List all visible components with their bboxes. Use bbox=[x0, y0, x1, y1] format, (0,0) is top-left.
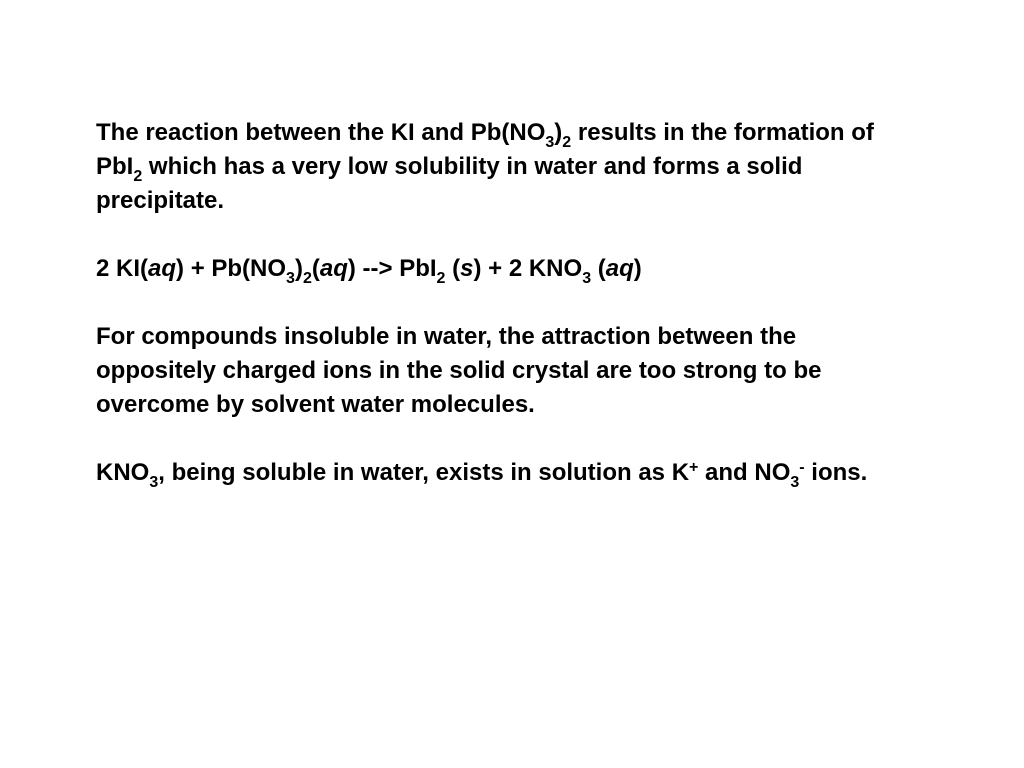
paragraph-reaction-description bbox=[96, 116, 896, 218]
subscript: 3 bbox=[790, 474, 800, 491]
subscript: 2 bbox=[436, 270, 446, 287]
text: 2 KI( bbox=[96, 255, 149, 282]
subscript: 3 bbox=[545, 134, 555, 151]
chemical-equation bbox=[96, 252, 896, 286]
text: ) bbox=[554, 119, 563, 146]
text-block bbox=[96, 116, 896, 490]
state-aq: aq bbox=[148, 255, 177, 282]
superscript: + bbox=[689, 459, 699, 476]
paragraph-kno3-solubility bbox=[96, 456, 896, 490]
paragraph-insoluble-compounds: For compounds insoluble in water, the attraction between the oppositely charged ions in the solid crystal are too strong to be overcome by solvent water molecules. bbox=[96, 323, 822, 418]
subscript: 3 bbox=[582, 270, 592, 287]
state-aq: aq bbox=[605, 255, 634, 282]
text: KNO bbox=[96, 459, 150, 486]
superscript: - bbox=[799, 459, 805, 476]
text: ) + 2 KNO bbox=[473, 255, 583, 282]
subscript: 3 bbox=[149, 474, 159, 491]
text: and NO bbox=[698, 459, 791, 486]
text: ) + Pb(NO bbox=[176, 255, 287, 282]
state-solid: s bbox=[460, 255, 474, 282]
text: ) --> PbI bbox=[347, 255, 437, 282]
text: ions. bbox=[804, 459, 868, 486]
subscript: 2 bbox=[562, 134, 572, 151]
text: ( bbox=[591, 255, 606, 282]
text: ( bbox=[311, 255, 320, 282]
text: ) bbox=[294, 255, 303, 282]
text: , being soluble in water, exists in solution as K bbox=[158, 459, 690, 486]
text: which has a very low solubility in water and forms a solid precipitate. bbox=[96, 153, 803, 214]
text: The reaction between the KI and Pb(NO bbox=[96, 119, 546, 146]
subscript: 2 bbox=[133, 168, 143, 185]
state-aq: aq bbox=[319, 255, 348, 282]
subscript: 3 bbox=[286, 270, 295, 287]
subscript: 2 bbox=[302, 270, 312, 287]
text: ( bbox=[445, 255, 461, 282]
text: ) bbox=[633, 255, 642, 282]
text: results in the formation of PbI bbox=[96, 119, 874, 180]
